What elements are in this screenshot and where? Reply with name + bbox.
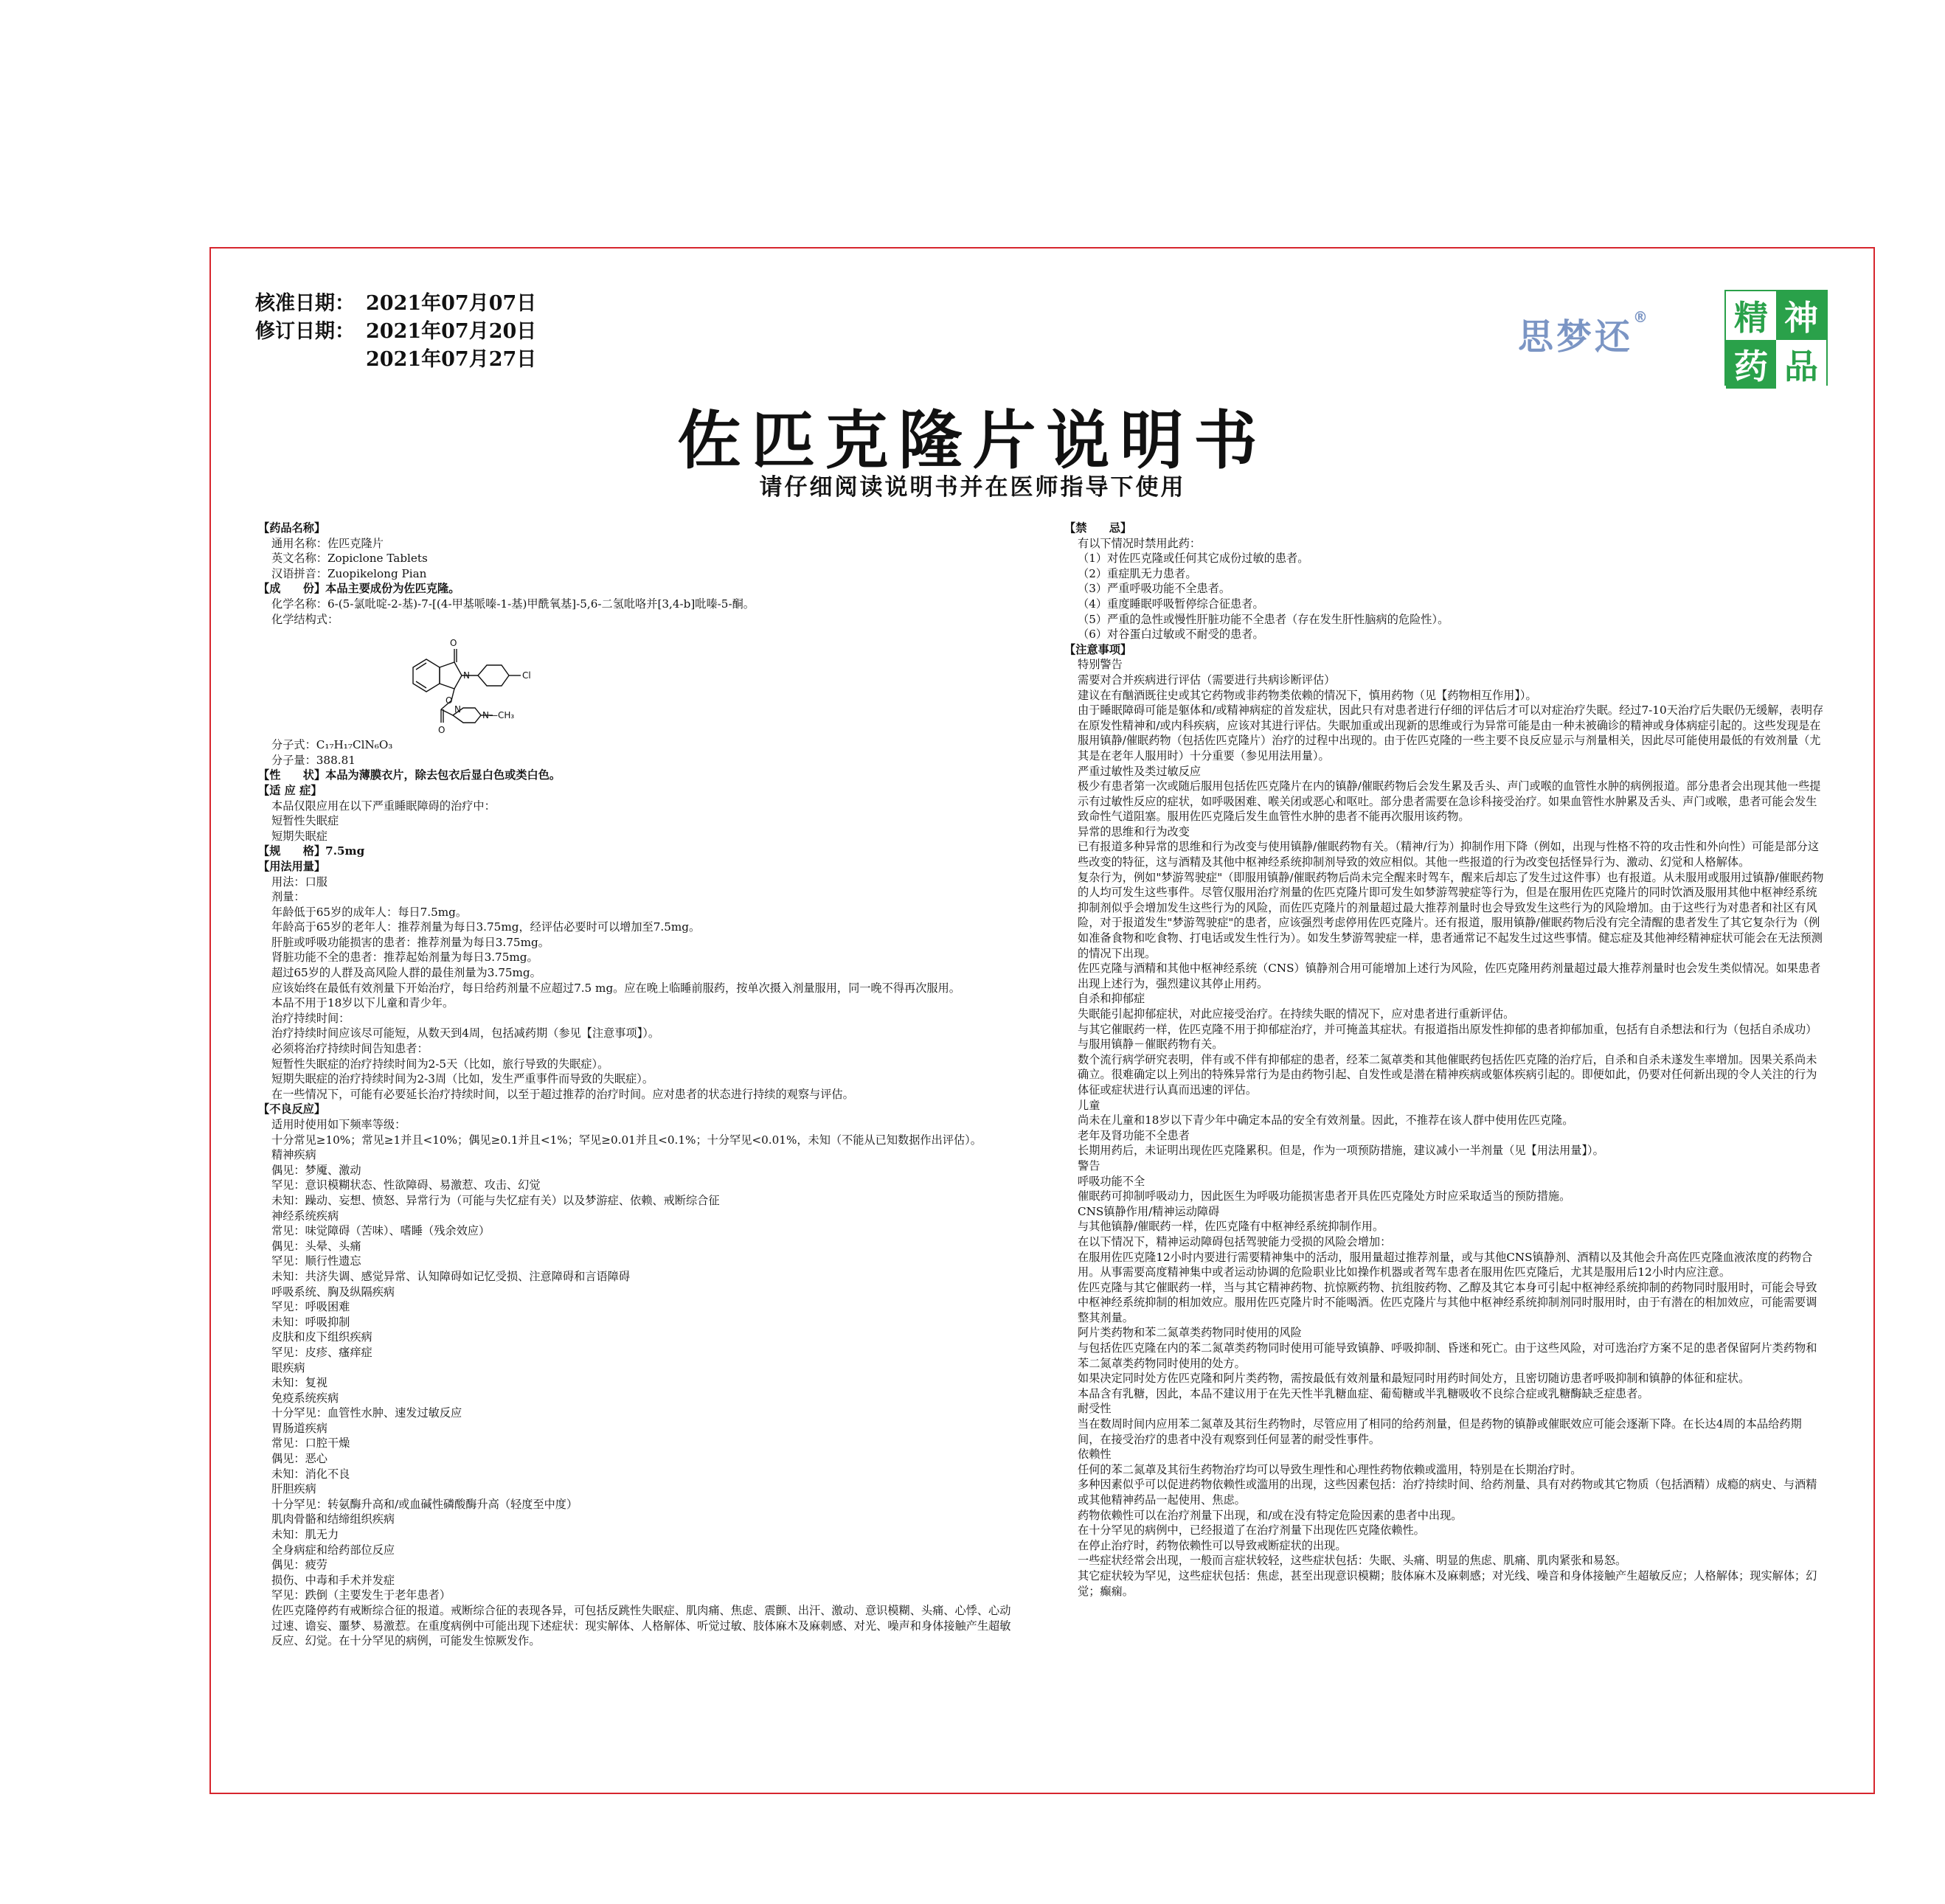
paragraph: 未知：呼吸抑制 (271, 1315, 350, 1329)
paragraph: 多种因素似乎可以促进药物依赖性或滥用的出现，这些因素包括：治疗持续时间、给药剂量、具有对药物或其它物质（包括酒精）成瘾的病史、与酒精或其他精神药品一起使用、焦虑。 (1078, 1478, 1817, 1507)
paragraph: 剂量： (271, 890, 305, 904)
paragraph: 罕见：意识模糊状态、性欲障碍、易激惹、攻击、幻觉 (271, 1178, 541, 1192)
paragraph: 治疗持续时间： (271, 1011, 350, 1025)
paragraph: 在十分罕见的病例中，已经报道了在治疗剂量下出现佐匹克隆依赖性。 (1078, 1523, 1425, 1538)
paragraph: 未知：躁动、妄想、愤怒、异常行为（可能与失忆症有关）以及梦游症、依赖、戒断综合征 (271, 1193, 720, 1207)
paragraph: 儿童 (1078, 1098, 1100, 1112)
paragraph: 年龄低于65岁的成年人：每日7.5mg。 (271, 905, 468, 919)
methyl-nitrogen-label: N—CH₃ (482, 710, 515, 721)
paragraph: 与包括佐匹克隆在内的苯二氮䓬类药物同时使用可能导致镇静、呼吸抑制、昏迷和死亡。由于这些风险，对可选治疗方案不足的患者保留阿片类药物和苯二氮䓬类药物同时使用的处方。 (1078, 1341, 1817, 1370)
paragraph: （5）严重的急性或慢性肝脏功能不全患者（存在发生肝性脑病的危险性）。 (1078, 612, 1449, 626)
paragraph: 如果决定同时处方佐匹克隆和阿片类药物，需按最低有效剂量和最短同时用药时间处方，且密切随访患者呼吸抑制和镇静的体征和症状。 (1078, 1372, 1750, 1386)
paragraph: CNS镇静作用/精神运动障碍 (1078, 1204, 1220, 1218)
paragraph: 有以下情况时禁用此药： (1078, 536, 1202, 550)
paragraph: 肾脏功能不全的患者：推荐起始剂量为每日3.75mg。 (271, 951, 538, 965)
paragraph: 用法：口服 (271, 875, 327, 889)
paragraph: 复杂行为，例如"梦游驾驶症"（即服用镇静/催眠药物后尚未完全醒来时驾车，醒来后却忘了发生过这件事）也有报道。从未服用或服用过镇静/催眠药物的人均可发生这些事件。尽管仅服用治疗剂量的佐匹克隆片即可发生如梦游驾驶症等行为，但是在服用佐匹克隆片的同时饮酒及服用其他中枢神经系统抑制剂似乎会增加发生这些行为的风险，而佐匹克隆片的剂量超过最大推荐剂量时也会导致发生这些行为的风险增加。由于这些行为对患者和社区有风险，对于报道发生"梦游驾驶症"的患者，应该强烈考虑停用佐匹克隆片。还有报道，服用镇静/催眠药物后没有完全清醒的患者发生了其它复杂行为（例如准备食物和吃食物、打电话或发生性行为）。如发生梦游驾驶症一样，患者通常记不起发生过这些事情。健忘症及其他神经精神症状可能会在无法预测的情况下出现。 (1078, 870, 1824, 960)
paragraph: （3）严重呼吸功能不全患者。 (1078, 582, 1231, 596)
paragraph: 未知：消化不良 (271, 1467, 350, 1481)
paragraph: 药物依赖性可以在治疗剂量下出现，和/或在没有特定危险因素的患者中出现。 (1078, 1508, 1463, 1522)
paragraph: 警告 (1078, 1158, 1100, 1172)
paragraph: 短期失眠症 (271, 829, 327, 843)
paragraph: 十分常见≥10%；常见≥1并且<10%；偶见≥0.1并且<1%；罕见≥0.01并且<0.1%；十分罕见<0.01%，未知（不能从已知数据作出评估）。 (271, 1133, 982, 1147)
revision-date-1: 2021年07月20日 (366, 320, 537, 343)
paragraph: 偶见：疲劳 (271, 1558, 327, 1572)
paragraph: 应该始终在最低有效剂量下开始治疗，每日给药剂量不应超过7.5 mg。应在晚上临睡前服药，按单次摄入剂量服用，同一晚不得再次服用。 (271, 981, 960, 995)
paragraph: 未知：肌无力 (271, 1528, 339, 1542)
paragraph: （4）重度睡眠呼吸暂停综合征患者。 (1078, 597, 1264, 611)
brand-logo (1518, 308, 1651, 359)
paragraph: 超过65岁的人群及高风险人群的最佳剂量为3.75mg。 (271, 966, 541, 980)
paragraph: 肝脏或呼吸功能损害的患者：推荐剂量为每日3.75mg。 (271, 935, 549, 949)
seal-char: 药 (1726, 340, 1776, 389)
approval-date: 2021年07月07日 (366, 292, 537, 315)
section-heading: 【用法用量】 (258, 859, 326, 873)
paragraph: 呼吸系统、胸及纵隔疾病 (271, 1285, 395, 1299)
paragraph: 老年及肾功能不全患者 (1078, 1128, 1190, 1142)
paragraph: 罕见：皮疹、瘙痒症 (271, 1345, 372, 1359)
oxygen-label-2: O (445, 695, 453, 706)
paragraph: 阿片类药物和苯二氮䓬类药物同时使用的风险 (1078, 1326, 1302, 1340)
paragraph: 任何的苯二氮䓬及其衍生药物治疗均可以导致生理性和心理性药物依赖或滥用，特别是在长期治疗时。 (1078, 1462, 1582, 1476)
nitrogen-label-2: N (454, 704, 461, 715)
paragraph: 特别警告 (1078, 658, 1123, 672)
section-heading: 【注意事项】 (1064, 642, 1132, 656)
paragraph: 十分罕见：血管性水肿、速发过敏反应 (271, 1406, 462, 1420)
chemical-structure (398, 627, 620, 737)
section-heading: 【成 份】本品主要成份为佐匹克隆。 (258, 582, 460, 596)
paragraph: 失眠能引起抑郁症状，对此应接受治疗。在持续失眠的情况下，应对患者进行重新评估。 (1078, 1007, 1515, 1021)
brand-name: 思梦还 (1518, 316, 1634, 358)
paragraph: 适用时使用如下频率等级： (271, 1118, 406, 1131)
paragraph: 佐匹克隆与酒精和其他中枢神经系统（CNS）镇静剂合用可能增加上述行为风险，佐匹克隆用药剂量超过最大推荐剂量时也会发生类似情况。如果患者出现上述行为，强烈建议其停止用药。 (1078, 962, 1821, 990)
section-heading: 【性 状】本品为薄膜衣片，除去包衣后显白色或类白色。 (258, 768, 561, 782)
date-block (255, 290, 536, 374)
paragraph: 需要对合并疾病进行评估（需要进行共病诊断评估） (1078, 673, 1336, 687)
paragraph: （2）重症肌无力患者。 (1078, 566, 1197, 580)
paragraph: 年龄高于65岁的老年人：推荐剂量为每日3.75mg，经评估必要时可以增加至7.5mg。 (271, 920, 701, 934)
paragraph: 皮肤和皮下组织疾病 (271, 1330, 372, 1344)
paragraph: 十分罕见：转氨酶升高和/或血碱性磷酸酶升高（轻度至中度） (271, 1497, 578, 1511)
paragraph: 异常的思维和行为改变 (1078, 824, 1190, 838)
paragraph: 长期用药后，未证明出现佐匹克隆累积。但是，作为一项预防措施，建议减小一半剂量（见【用法用量】）。 (1078, 1144, 1604, 1158)
paragraph: 呼吸功能不全 (1078, 1174, 1145, 1188)
paragraph: 常见：味觉障碍（苦味）、嗜睡（残余效应） (271, 1224, 490, 1238)
paragraph: 佐匹克隆与其它催眠药一样，当与其它精神药物、抗惊厥药物、抗组胺药物、乙醇及其它本身可引起中枢神经系统抑制的药物同时服用时，可能会导致中枢神经系统抑制的相加效应。服用佐匹克隆片时不能喝酒。佐匹克隆片与其他中枢神经系统抑制剂同时服用时，由于有潜在的相加效应，可能需要调整其剂量。 (1078, 1280, 1817, 1324)
page-subtitle: 请仔细阅读说明书并在医师指导下使用 (759, 474, 1186, 501)
paragraph: 英文名称：Zopiclone Tablets (271, 552, 428, 566)
paragraph: 建议在有酗酒既往史或其它药物或非药物类依赖的情况下，慎用药物（见【药物相互作用】）。 (1078, 688, 1537, 702)
paragraph: 常见：口腔干燥 (271, 1436, 350, 1450)
registered-mark: ® (1633, 308, 1651, 326)
paragraph: 精神疾病 (271, 1148, 316, 1162)
paragraph: 由于睡眠障碍可能是躯体和/或精神病症的首发症状，因此只有对患者进行仔细的评估后才可以对症治疗失眠。经过7-10天治疗后失眠仍无缓解，表明存在原发性精神和/或内科疾病，应该对其进行评估。失眠加重或出现新的思维或行为异常可能是由一种未被确诊的精神或身体病症引起的。这些发现是在服用镇静/催眠药物（包括佐匹克隆片）治疗的过程中出现的。由于佐匹克隆的一些主要不良反应显示与剂量相关，因此尽可能使用最低的有效剂量（尤其是在老年人服用时）十分重要（参见用法用量）。 (1078, 703, 1824, 762)
paragraph: 罕见：呼吸困难 (271, 1300, 350, 1314)
paragraph: 其它症状较为罕见，这些症状包括：焦虑，甚至出现意识模糊；肢体麻木及麻刺感；对光线、噪音和身体接触产生超敏反应；人格解体；现实解体；幻觉；癫痫。 (1078, 1568, 1817, 1598)
paragraph: 化学结构式： (271, 612, 339, 626)
revision-date-2: 2021年07月27日 (366, 348, 537, 371)
left-column (258, 521, 1018, 1649)
paragraph: 本品不用于18岁以下儿童和青少年。 (271, 996, 454, 1010)
paragraph: 催眠药可抑制呼吸动力，因此医生为呼吸功能损害患者开具佐匹克隆处方时应采取适当的预防措施。 (1078, 1189, 1571, 1203)
paragraph: 与其它催眠药一样，佐匹克隆不用于抑郁症治疗，并可掩盖其症状。有报道指出原发性抑郁的患者抑郁加重，包括有自杀想法和行为（包括自杀成功）与服用镇静－催眠药物有关。 (1078, 1022, 1817, 1052)
paragraph: 偶见：头晕、头痛 (271, 1239, 361, 1253)
section-heading: 【规 格】7.5mg (258, 844, 365, 858)
paragraph: 汉语拼音：Zuopikelong Pian (271, 566, 427, 580)
paragraph: 耐受性 (1078, 1402, 1112, 1416)
oxygen-label: O (450, 638, 457, 649)
paragraph: 在以下情况下，精神运动障碍包括驾驶能力受损的风险会增加： (1078, 1234, 1392, 1248)
paragraph: 免疫系统疾病 (271, 1391, 339, 1405)
seal-char: 品 (1776, 340, 1826, 389)
paragraph: 胃肠道疾病 (271, 1421, 327, 1435)
paragraph: 治疗持续时间应该尽可能短，从数天到4周，包括减药期（参见【注意事项】）。 (271, 1026, 660, 1040)
approval-date-label: 核准日期： (255, 292, 355, 315)
paragraph: 必须将治疗持续时间告知患者： (271, 1042, 429, 1056)
paragraph: 偶见：梦魇、激动 (271, 1163, 361, 1177)
paragraph: 依赖性 (1078, 1448, 1112, 1462)
right-column (1064, 521, 1824, 1599)
section-heading: 【适 应 症】 (258, 783, 322, 797)
paragraph: 在服用佐匹克隆12小时内要进行需要精神集中的活动，服用量超过推荐剂量，或与其他CNS镇静剂、酒精以及其他会升高佐匹克隆血液浓度的药物合用。从事需要高度精神集中或者运动协调的危险职业比如操作机器或者驾车患者在服用佐匹克隆后，尤其是服用后12小时内应注意。 (1078, 1250, 1813, 1279)
paragraph: 尚未在儿童和18岁以下青少年中确定本品的安全有效剂量。因此，不推荐在该人群中使用佐匹克隆。 (1078, 1113, 1574, 1128)
section-heading: 【不良反应】 (258, 1102, 326, 1116)
section-heading: 【药品名称】 (258, 521, 326, 535)
paragraph: 短期失眠症的治疗持续时间为2-3周（比如，发生严重事件而导致的失眠症）。 (271, 1072, 654, 1086)
paragraph: 肌肉骨骼和结缔组织疾病 (271, 1512, 395, 1526)
paragraph: 未知：共济失调、感觉异常、认知障碍如记忆受损、注意障碍和言语障碍 (271, 1269, 630, 1283)
paragraph: （1）对佐匹克隆或任何其它成份过敏的患者。 (1078, 552, 1309, 566)
oxygen-label-3: O (438, 725, 445, 736)
chlorine-label: Cl (522, 670, 531, 681)
paragraph: 全身病症和给药部位反应 (271, 1543, 395, 1557)
paragraph: 分子式：C₁₇H₁₇ClN₆O₃ (271, 738, 393, 752)
paragraph: 短暂性失眠症 (271, 814, 339, 828)
paragraph: 眼疾病 (271, 1361, 305, 1375)
paragraph: 当在数周时间内应用苯二氮䓬及其衍生药物时，尽管应用了相同的给药剂量，但是药物的镇静或催眠效应可能会逐渐下降。在长达4周的本品给药期间，在接受治疗的患者中没有观察到任何显著的耐受性事件。 (1078, 1417, 1802, 1446)
paragraph: 分子量：388.81 (271, 753, 356, 767)
paragraph: 神经系统疾病 (271, 1209, 339, 1223)
revision-date-label: 修订日期： (255, 320, 355, 343)
paragraph: 在一些情况下，可能有必要延长治疗持续时间，以至于超过推荐的治疗时间。应对患者的状态进行持续的观察与评估。 (271, 1087, 854, 1101)
paragraph: （6）对谷蛋白过敏或不耐受的患者。 (1078, 628, 1264, 642)
psychotropic-drug-seal (1724, 290, 1828, 386)
paragraph: 未知：复视 (271, 1376, 327, 1390)
section-heading: 【禁 忌】 (1064, 521, 1132, 535)
paragraph: 严重过敏性及类过敏反应 (1078, 764, 1202, 778)
paragraph: 本品含有乳糖，因此，本品不建议用于在先天性半乳糖血症、葡萄糖或半乳糖吸收不良综合症或乳糖酶缺乏症患者。 (1078, 1386, 1649, 1400)
paragraph: 自杀和抑郁症 (1078, 992, 1145, 1006)
chemical-structure-drawing (398, 627, 620, 737)
paragraph: 已有报道多种异常的思维和行为改变与使用镇静/催眠药物有关。（精神/行为）抑制作用下降（例如，出现与性格不符的攻击性和外向性）可能是部分这些改变的特征，这与酒精及其他中枢神经系统抑制剂导致的效应相似。其他一些报道的行为改变包括怪异行为、激动、幻觉和人格解体。 (1078, 840, 1820, 869)
paragraph: 短暂性失眠症的治疗持续时间为2-5天（比如，旅行导致的失眠症）。 (271, 1057, 609, 1071)
paragraph: 数个流行病学研究表明，伴有或不伴有抑郁症的患者，经苯二氮䓬类和其他催眠药包括佐匹克隆的治疗后，自杀和自杀未遂发生率增加。因果关系尚未确立。很难确定以上列出的特殊异常行为是由药物引起、自发性或是潜在精神疾病或躯体疾病引起的。即便如此，仍要对任何新出现的令人关注的行为体征或症状进行认真而迅速的评估。 (1078, 1052, 1817, 1097)
paragraph: 在停止治疗时，药物依赖性可以导致戒断症状的出现。 (1078, 1538, 1347, 1552)
paragraph: 与其他镇静/催眠药一样，佐匹克隆有中枢神经系统抑制作用。 (1078, 1220, 1384, 1234)
paragraph: 一些症状经常会出现，一般而言症状较轻，这些症状包括：失眠、头痛、明显的焦虑、肌痛、肌肉紧张和易怒。 (1078, 1554, 1627, 1568)
paragraph: 肝胆疾病 (271, 1482, 316, 1496)
nitrogen-label: N (463, 670, 470, 681)
paragraph: 偶见：恶心 (271, 1452, 327, 1466)
seal-char: 精 (1726, 291, 1776, 340)
paragraph: 通用名称：佐匹克隆片 (271, 536, 384, 550)
paragraph: 化学名称：6-(5-氯吡啶-2-基)-7-[(4-甲基哌嗪-1-基)甲酰氧基]-5,6-二氢吡咯并[3,4-b]吡嗪-5-酮。 (271, 597, 755, 611)
seal-char: 神 (1776, 291, 1826, 340)
page-title: 佐匹克隆片说明书 (677, 404, 1268, 478)
paragraph: 佐匹克隆停药有戒断综合征的报道。戒断综合征的表现各异，可包括反跳性失眠症、肌肉痛、焦虑、震颤、出汗、激动、意识模糊、头痛、心悸、心动过速、谵妄、噩梦、易激惹。在重度病例中可能出现下述症状：现实解体、人格解体、听觉过敏、肢体麻木及麻刺感、对光、噪声和身体接触产生超敏反应、幻觉。在十分罕见的病例，可能发生惊厥发作。 (271, 1604, 1011, 1648)
paragraph: 损伤、中毒和手术并发症 (271, 1573, 395, 1587)
paragraph: 本品仅限应用在以下严重睡眠障碍的治疗中： (271, 799, 496, 813)
paragraph: 罕见：顺行性遗忘 (271, 1254, 361, 1268)
paragraph: 极少有患者第一次或随后服用包括佐匹克隆片在内的镇静/催眠药物后会发生累及舌头、声门或喉的血管性水肿的病例报道。部分患者会出现其他一些提示有过敏性反应的症状，如呼吸困难、喉关闭或恶心和呕吐。部分患者需要在急诊科接受治疗。如果血管性水肿累及舌头、声门或喉，患者可能会发生致命性气道阻塞。服用佐匹克隆后发生血管性水肿的患者不能再次服用该药物。 (1078, 779, 1821, 824)
paragraph: 罕见：跌倒（主要发生于老年患者） (271, 1588, 451, 1602)
